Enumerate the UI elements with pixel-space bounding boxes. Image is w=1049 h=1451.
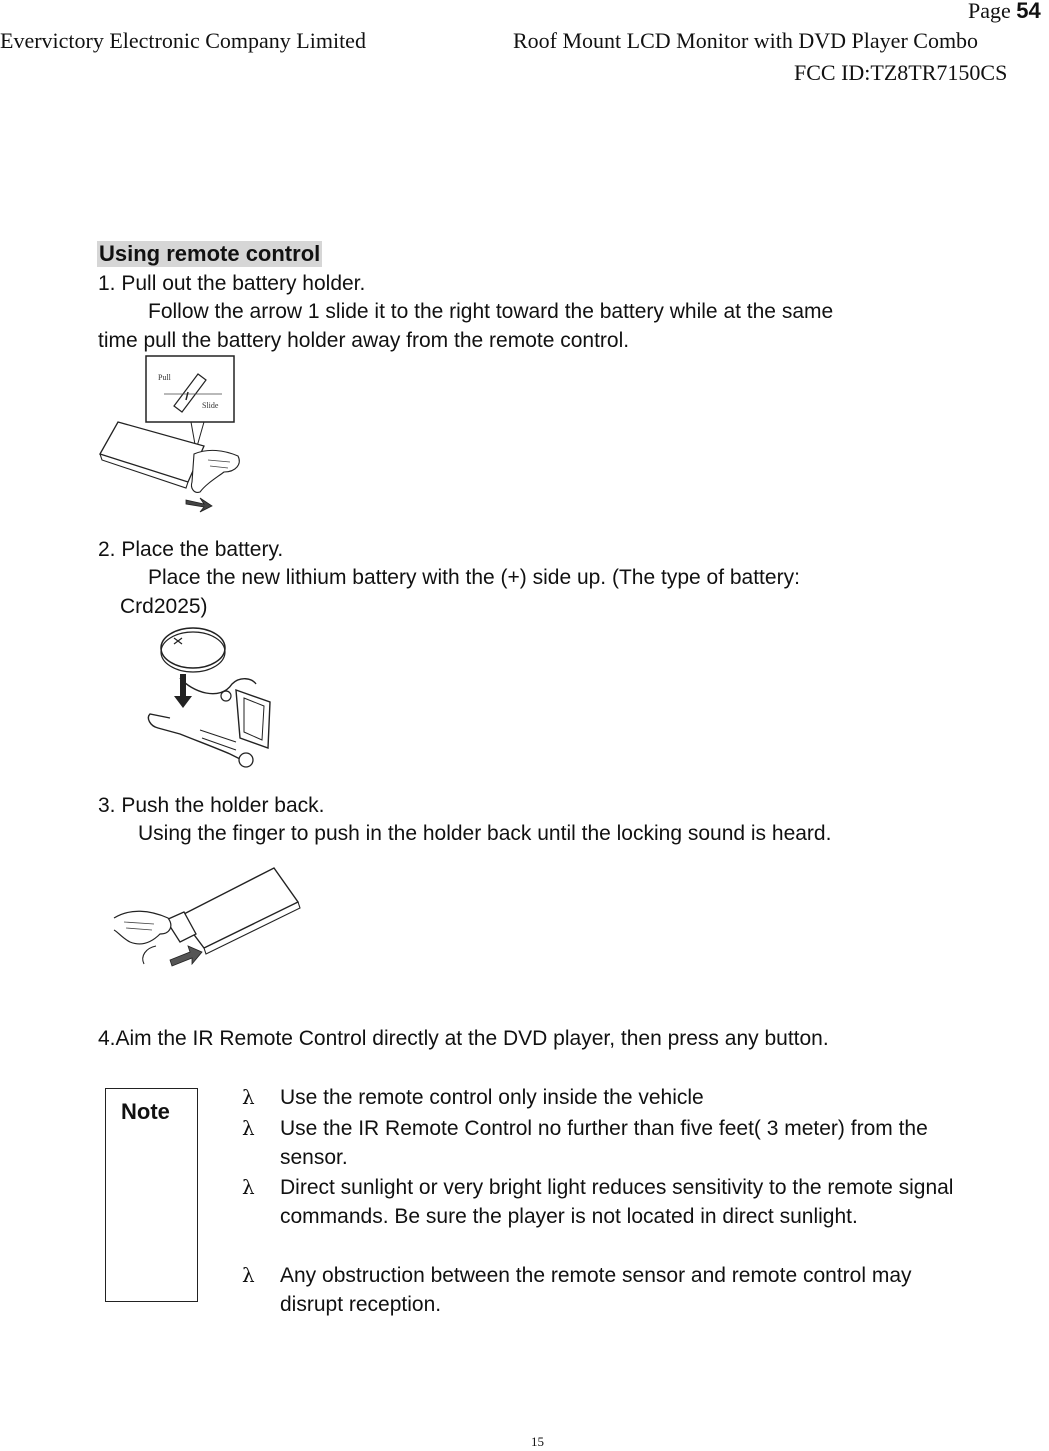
push-holder-back-illustration — [110, 860, 310, 980]
step-2-heading: 2. Place the battery. — [98, 538, 284, 561]
pull-label: Pull — [158, 373, 171, 382]
step-1-text-line2: time pull the battery holder away from the remote control. — [98, 329, 630, 352]
note-item-text: Any obstruction between the remote sensor and remote control may disrupt reception. — [280, 1264, 912, 1316]
note-item-text: Use the remote control only inside the vehicle — [280, 1086, 704, 1109]
step-1-heading: 1. Pull out the battery holder. — [98, 272, 366, 295]
step-1-text-line1: Follow the arrow 1 slide it to the right toward the battery while at the same — [148, 300, 834, 323]
step-4-text: 4.Aim the IR Remote Control directly at the DVD player, then press any button. — [98, 1027, 829, 1050]
note-item-text: Use the IR Remote Control no further than five feet( 3 meter) from the sensor. — [280, 1117, 928, 1169]
company-name: Evervictory Electronic Company Limited — [0, 28, 366, 53]
note-item — [242, 1114, 1002, 1172]
bullet-symbol: λ — [242, 1116, 255, 1140]
page-indicator — [968, 0, 1041, 24]
note-item — [242, 1173, 1002, 1260]
place-battery-illustration — [140, 622, 290, 778]
slide-label: Slide — [202, 401, 219, 410]
note-item — [242, 1261, 1002, 1319]
step-3-text: Using the finger to push in the holder back until the locking sound is heard. — [138, 822, 832, 845]
bullet-symbol: λ — [242, 1085, 255, 1109]
note-item — [242, 1083, 1002, 1112]
pull-battery-holder-illustration — [96, 354, 246, 514]
note-box — [105, 1088, 198, 1302]
bullet-symbol: λ — [242, 1175, 255, 1199]
step-2-text-line2: Crd2025) — [120, 595, 208, 618]
section-title: Using remote control — [99, 241, 321, 266]
note-item-text: Direct sunlight or very bright light reduces sensitivity to the remote signal commands. Be sure the player is not located in direct sunlight. — [280, 1176, 954, 1228]
step-2-text-line1: Place the new lithium battery with the (+) side up. (The type of battery: — [148, 566, 800, 589]
fcc-id: FCC ID:TZ8TR7150CS — [794, 60, 1008, 85]
bullet-symbol: λ — [242, 1263, 255, 1287]
step-3-heading: 3. Push the holder back. — [98, 794, 325, 817]
product-name: Roof Mount LCD Monitor with DVD Player Combo — [513, 28, 979, 53]
page-label: Page — [968, 0, 1011, 23]
page-number: 54 — [1016, 0, 1041, 23]
note-label: Note — [121, 1099, 170, 1124]
footer-page-number: 15 — [531, 1434, 544, 1449]
